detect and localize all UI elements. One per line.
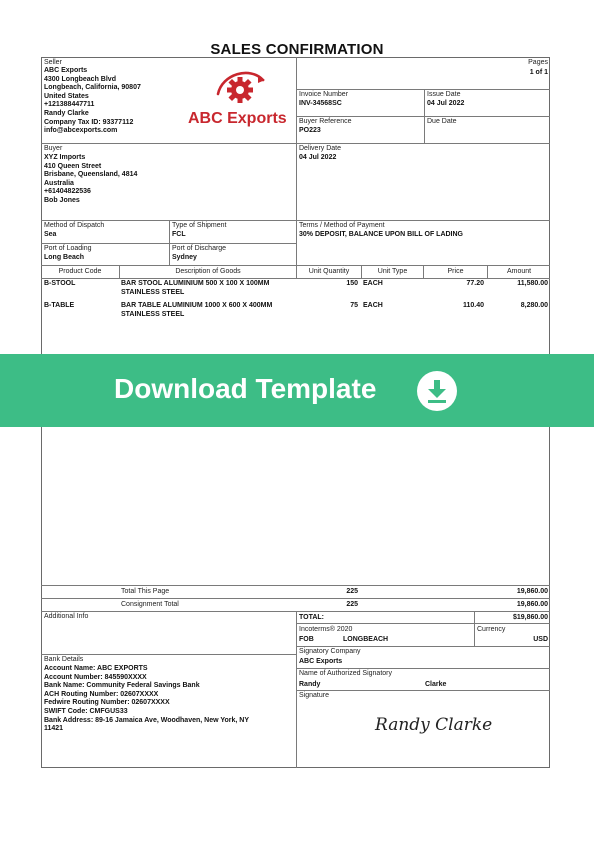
grand-total: $19,860.00 [512,614,548,621]
bank-line: Fedwire Routing Number: 02607XXXX [44,699,170,707]
seller-line: Randy Clarke [44,109,89,117]
column-header-description: Description of Goods [175,268,241,275]
shipment-type-label: Type of Shipment [172,222,227,229]
consignment-total-quantity: 225 [346,601,358,608]
column-header-product-code: Product Code [58,268,102,275]
due-date-label: Due Date [427,118,457,125]
invoice-number: INV-34568SC [299,100,342,107]
signatory-company-label: Signatory Company [299,648,361,655]
bank-line: 11421 [44,725,64,733]
bank-details [44,665,249,734]
dispatch-method: Sea [44,231,57,238]
price: 77.20 [466,280,484,287]
unit-quantity: 75 [350,302,358,309]
authorized-signatory-label: Name of Authorized Signatory [299,670,392,677]
loading-port: Long Beach [44,254,85,261]
download-icon [417,371,457,411]
seller-line: United States [44,92,89,100]
column-header-unit-type: Unit Type [377,268,408,275]
delivery-date-label: Delivery Date [299,145,342,152]
description-line: STAINLESS STEEL [121,289,185,296]
column-header-quantity: Unit Quantity [308,268,350,275]
description-line: STAINLESS STEEL [121,311,185,318]
buyer-line: Australia [44,179,74,187]
seller-line: Company Tax ID: 93377112 [44,118,134,126]
buyer-line: +61404822536 [44,188,91,196]
consignment-total-label: Consignment Total [121,601,179,608]
payment-terms: 30% DEPOSIT, BALANCE UPON BILL OF LADING [299,231,463,238]
incoterms-place: LONGBEACH [343,636,389,643]
unit-type: EACH [363,280,383,287]
seller-line: 4300 Longbeach Blvd [44,75,116,83]
discharge-port-label: Port of Discharge [172,245,227,252]
download-template-label[interactable]: Download Template [114,373,377,404]
bank-line: Bank Address: 89-16 Jamaica Ave, Woodhaven, New York, NY [44,716,250,724]
bank-line: ACH Routing Number: 02607XXXX [44,690,159,698]
description-line: BAR STOOL ALUMINIUM 500 X 100 X 100MM [121,280,270,287]
invoice-number-label: Invoice Number [299,91,349,98]
amount: 8,280.00 [520,302,548,309]
seller-label: Seller [44,59,62,66]
bank-line: Account Number: 845590XXXX [44,673,147,681]
currency: USD [533,636,548,643]
pages-value: 1 of 1 [529,69,548,76]
gear-logo-icon [214,68,266,108]
signatory-company: ABC Exports [299,658,343,665]
issue-date-label: Issue Date [427,91,461,98]
document-title: SALES CONFIRMATION [210,41,384,58]
buyer-reference: PO223 [299,127,321,134]
amount: 11,580.00 [517,280,548,287]
logo-text: ABC Exports [188,110,287,127]
buyer-line: Brisbane, Queensland, 4814 [44,171,138,179]
unit-type: EACH [363,302,383,309]
discharge-port: Sydney [172,254,197,261]
product-code: B-STOOL [44,280,76,287]
currency-label: Currency [477,626,506,633]
buyer-line: XYZ Imports [44,154,86,161]
signature: Randy Clarke [375,715,493,735]
consignment-total-amount: 19,860.00 [516,601,548,608]
buyer-reference-label: Buyer Reference [299,118,352,125]
seller-line: Longbeach, California, 90807 [44,84,141,92]
table-row [0,280,594,300]
seller-line: +121388447711 [44,101,95,109]
column-header-amount: Amount [506,268,532,275]
signatory-first-name: Randy [299,681,321,688]
bank-line: SWIFT Code: CMFGUS33 [44,707,128,715]
total-page-label: Total This Page [121,588,170,595]
issue-date: 04 Jul 2022 [427,100,465,107]
price: 110.40 [462,302,484,309]
shipment-type: FCL [172,231,186,238]
signatory-last-name: Clarke [425,681,447,688]
buyer-line: Bob Jones [44,196,80,204]
buyer-address [44,154,137,206]
seller-line: ABC Exports [44,67,88,74]
delivery-date: 04 Jul 2022 [299,154,337,161]
payment-terms-label: Terms / Method of Payment [299,222,385,229]
table-row [0,302,594,322]
total-page-amount: 19,860.00 [516,588,548,595]
buyer-label: Buyer [44,145,63,152]
download-button[interactable] [417,371,457,411]
bank-line: Bank Name: Community Federal Savings Bank [44,682,200,690]
buyer-line: 410 Queen Street [44,162,102,170]
product-code: B-TABLE [44,302,75,309]
total-label: TOTAL: [299,614,325,621]
column-header-price: Price [447,268,464,275]
seller-address [44,67,141,136]
additional-info-label: Additional Info [44,613,89,620]
incoterms-code: FOB [299,636,314,643]
bank-details-label: Bank Details [44,656,84,663]
description-line: BAR TABLE ALUMINIUM 1000 X 600 X 400MM [121,302,273,309]
incoterms-label: Incoterms® 2020 [299,626,353,633]
loading-port-label: Port of Loading [44,245,92,252]
dispatch-label: Method of Dispatch [44,222,105,229]
bank-line: Account Name: ABC EXPORTS [44,665,148,672]
total-page-quantity: 225 [346,588,358,595]
pages-label: Pages [528,59,548,66]
unit-quantity: 150 [346,280,358,287]
signature-label: Signature [299,692,329,699]
download-template-banner[interactable] [0,354,594,427]
seller-line: info@abcexports.com [44,127,118,135]
